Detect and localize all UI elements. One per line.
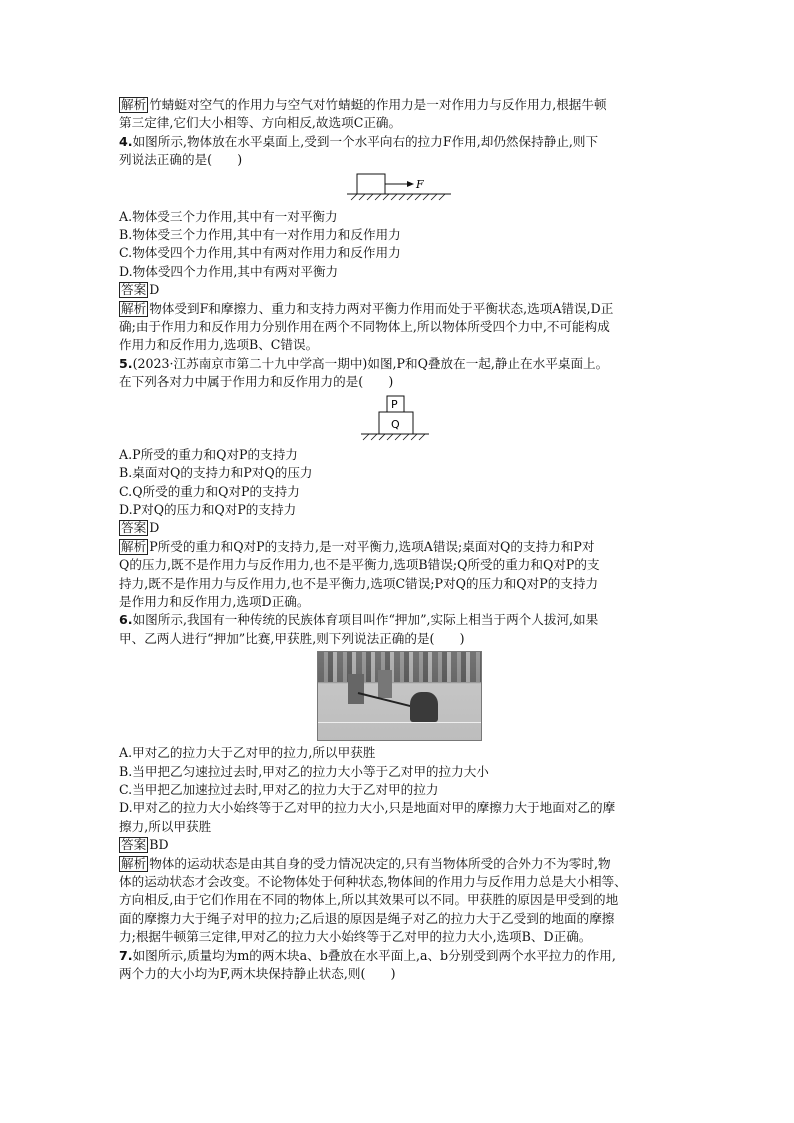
q4-stem-text: 如图所示,物体放在水平桌面上,受到一个水平向右的拉力F作用,却仍然保持静止,则下 (132, 133, 599, 149)
q7-stem-line: 两个力的大小均为F,两木块保持静止状态,则( ) (119, 966, 396, 982)
q5-stem-text: (2023·江苏南京市第二十九中学高一期中)如图,P和Q叠放在一起,静止在水平桌面上。 (132, 355, 609, 371)
q6-option: D.甲对乙的拉力大小始终等于乙对甲的拉力大小,只是地面对甲的摩擦力大于地面对乙的摩 (119, 800, 616, 816)
question-number: 7. (119, 947, 133, 963)
q6-option: A.甲对乙的拉力大于乙对甲的拉力,所以甲获胜 (119, 745, 376, 761)
q6-analysis-line: 力;根据牛顿第三定律,甲对乙的拉力大小始终等于乙对甲的拉力大小,选项B、D正确。 (119, 929, 592, 945)
q4-stem (119, 133, 679, 151)
document-page (119, 96, 679, 983)
q5-answer (119, 519, 679, 537)
analysis-tag: 解析 (121, 97, 147, 112)
q5-answer-value: D (149, 520, 160, 536)
q6-answer (119, 836, 679, 854)
block-p-label: P (391, 397, 398, 411)
q5-option: B.桌面对Q的支持力和P对Q的压力 (119, 465, 313, 481)
analysis-tag: 解析 (121, 300, 147, 316)
block (357, 174, 385, 194)
q4-option: D.物体受四个力作用,其中有两对平衡力 (119, 263, 339, 279)
q6-analysis-line: 体的运动状态才会改变。不论物体处于何种状态,物体间的作用力与反作用力总是大小相等、 (119, 874, 627, 889)
q4-stem-line: 列说法正确的是( ) (119, 152, 243, 168)
question-number: 4. (119, 133, 133, 149)
q6-stem-text: 如图所示,我国有一种传统的民族体育项目叫作“押加”,实际上相当于两个人拔河,如果 (132, 612, 599, 628)
q4-analysis-text: 物体受到F和摩擦力、重力和支持力两对平衡力作用而处于平衡状态,选项A错误,D正 (149, 300, 614, 316)
q6-option: C.当甲把乙加速拉过去时,甲对乙的拉力大于乙对甲的拉力 (119, 781, 439, 797)
force-label: F (416, 177, 424, 191)
table-hatching (351, 194, 445, 200)
q5-stack-diagram (359, 394, 431, 444)
q5-analysis (119, 538, 679, 556)
q4-option: A.物体受三个力作用,其中有一对平衡力 (119, 208, 338, 224)
q5-option: D.P对Q的压力和Q对P的支持力 (119, 501, 297, 517)
question-number: 5. (119, 355, 133, 371)
player-jia (410, 692, 438, 722)
q6-stem (119, 611, 679, 629)
q3-analysis-line (119, 96, 679, 114)
q6-option-cont: 擦力,所以甲获胜 (119, 818, 212, 834)
question-number: 6. (119, 612, 133, 628)
q4-answer (119, 281, 679, 299)
q4-analysis (119, 300, 679, 318)
spectators (318, 652, 481, 682)
table-hatching (363, 434, 425, 440)
q6-tug-of-war-photo (317, 651, 482, 741)
analysis-tag: 解析 (121, 855, 147, 871)
player-yi (378, 670, 392, 698)
q6-option: B.当甲把乙匀速拉过去时,甲对乙的拉力大小等于乙对甲的拉力大小 (119, 763, 489, 779)
q5-analysis-line: 持力,既不是作用力与反作用力,也不是平衡力,选项C错误;P对Q的压力和Q对P的支持力 (119, 575, 599, 591)
q4-analysis-line: 作用力和反作用力,选项B、C错误。 (119, 337, 319, 353)
q6-analysis-text: 物体的运动状态是由其自身的受力情况决定的,只有当物体所受的合外力不为零时,物 (149, 855, 611, 871)
q5-option: A.P所受的重力和Q对P的支持力 (119, 446, 298, 462)
q4-analysis-line: 确;由于作用力和反作用力分别作用在两个不同物体上,所以物体所受四个力中,不可能构成 (119, 319, 610, 335)
q4-option: C.物体受四个力作用,其中有两对作用力和反作用力 (119, 245, 401, 261)
q6-stem-line: 甲、乙两人进行“押加”比赛,甲获胜,则下列说法正确的是( ) (119, 630, 465, 646)
force-arrowhead (407, 181, 414, 187)
answer-tag: 答案 (121, 837, 147, 853)
q5-analysis-text: P所受的重力和Q对P的支持力,是一对平衡力,选项A错误;桌面对Q的支持力和P对 (149, 538, 595, 554)
q3-analysis-line: 第三定律,它们大小相等、方向相反,故选项C正确。 (119, 115, 402, 131)
q6-answer-value: BD (149, 837, 169, 853)
answer-tag: 答案 (121, 282, 147, 298)
q6-analysis-line: 面的摩擦力大于绳子对甲的拉力;乙后退的原因是绳子对乙的拉力大于乙受到的地面的摩擦 (119, 910, 615, 926)
court-line (318, 722, 481, 723)
q5-analysis-line: Q的压力,既不是作用力与反作用力,也不是平衡力,选项B错误;Q所受的重力和Q对P的支 (119, 557, 600, 573)
q6-analysis-line: 方向相反,由于它们作用在不同的物体上,所以其效果可以不同。甲获胜的原因是甲受到的地 (119, 892, 619, 908)
q6-analysis (119, 855, 679, 873)
q3-analysis-text: 竹蜻蜓对空气的作用力与空气对竹蜻蜓的作用力是一对作用力与反作用力,根据牛顿 (149, 97, 607, 112)
q4-block-diagram (345, 172, 455, 206)
q4-option: B.物体受三个力作用,其中有一对作用力和反作用力 (119, 227, 401, 243)
referee (348, 674, 364, 704)
q5-stem (119, 355, 679, 373)
q5-stem-line: 在下列各对力中属于作用力和反作用力的是( ) (119, 374, 394, 390)
q4-answer-value: D (149, 282, 160, 298)
q7-stem (119, 947, 679, 965)
q5-analysis-line: 是作用力和反作用力,选项D正确。 (119, 593, 310, 609)
analysis-tag: 解析 (121, 538, 147, 554)
block-q-label: Q (391, 417, 400, 431)
q7-stem-text: 如图所示,质量均为m的两木块a、b叠放在水平面上,a、b分别受到两个水平拉力的作用, (132, 947, 616, 963)
q5-option: C.Q所受的重力和Q对P的支持力 (119, 483, 300, 499)
answer-tag: 答案 (121, 520, 147, 536)
